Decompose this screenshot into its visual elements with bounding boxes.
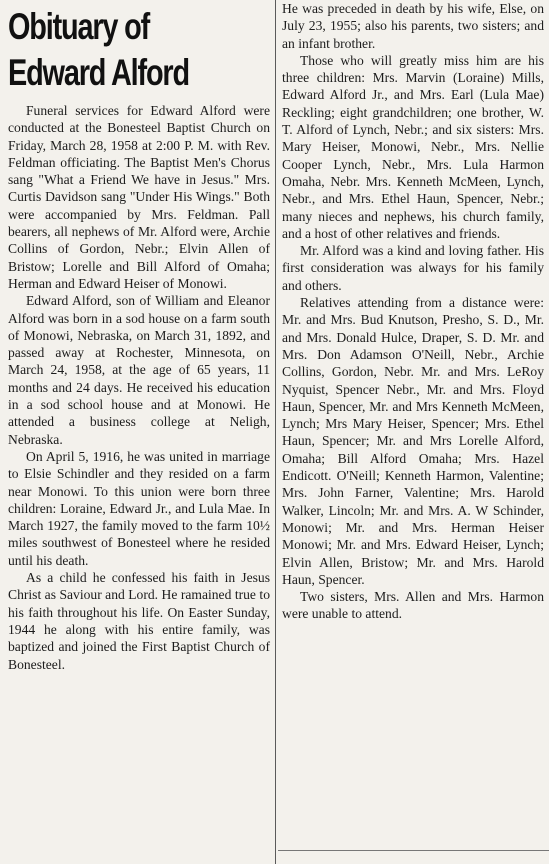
bottom-divider — [278, 850, 549, 851]
paragraph-unable-to-attend: Two sisters, Mrs. Allen and Mrs. Harmon were unable to attend. — [282, 589, 544, 622]
paragraph-faith: As a child he confessed his faith in Jesus Christ as Saviour and Lord. He ramained true to his faith throughout his life. On Easter Sunday, 1944 he along with his entire family, was baptized and joined the First Baptist Church of Bonesteel. — [8, 570, 270, 672]
headline — [8, 4, 265, 96]
paragraph-funeral-services: Funeral services for Edward Alford were conducted at the Bonesteel Baptist Church on Friday, March 28, 1958 at 2:00 P. M. with Rev. Feldman officiating. The Baptist Men's Chorus sang "What a Friend We have in Jesus." Mrs. Curtis Davidson sang "Under His Wings." Both were accompanied by Mrs. Feldman. Pall bearers, all nephews of Mr. Alford were, Archie Collins of Gordon, Nebr.; Elvin Allen of Bristow; Lorelle and Bill Alford of Omaha; Herman and Edward Heiser of Monowi. — [8, 103, 270, 291]
paragraph-preceded-in-death: He was preceded in death by his wife, Else, on July 23, 1955; also his parents, two sisters; and an infant brother. — [282, 1, 544, 51]
column-divider — [275, 0, 276, 864]
paragraph-marriage: On April 5, 1916, he was united in marriage to Elsie Schindler and they resided on a farm near Monowi. To this union were born three children: Loraine, Edward Jr., and Lula Mae. In March 1927, the family moved to the farm 10½ miles southwest of Bonesteel where he resided until his death. — [8, 448, 270, 568]
headline-line-2: Edward Alford — [8, 52, 189, 93]
headline-line-1: Obituary of — [8, 6, 150, 47]
paragraph-survivors: Those who will greatly miss him are his three children: Mrs. Marvin (Loraine) Mills, Edward Alford Jr., and Mrs. Earl (Lula Mae) Reckling; eight grandchildren; one brother, W. T. Alford of Lynch, Nebr.; and six sisters: Mrs. Mary Heiser, Monowi, Nebr., Mrs. Nellie Cooper Lynch, Nebr., Mrs. Lula Harmon Omaha, Nebr. Mrs. Kenneth McMeen, Lynch, Nebr., and Mrs. Ethel Haun, Spencer, Nebr.; many nieces and nephews, his church family, and a host of other relatives and friends. — [282, 52, 544, 241]
right-column — [282, 0, 544, 623]
left-column — [8, 0, 270, 673]
paragraph-character: Mr. Alford was a kind and loving father. His first consideration was always for his family and others. — [282, 243, 544, 293]
paragraph-biography: Edward Alford, son of William and Eleanor Alford was born in a sod house on a farm south of Monowi, Nebraska, on March 31, 1892, and passed away at Rochester, Minnesota, on March 24, 1958, at the age of 65 years, 11 months and 24 days. He received his education in a sod school house and at Monowi. He attended a business college at Neligh, Nebraska. — [8, 293, 270, 447]
paragraph-relatives-attending: Relatives attending from a distance were: Mr. and Mrs. Bud Knutson, Presho, S. D., Mr. and Mrs. Donald Hulce, Draper, S. D. Mr. and Mrs. Don Adamson O'Neill, Nebr., Archie Collins, Gordon, Nebr. Mr. and Mrs. LeRoy Nyquist, Spencer Nebr., Mr. and Mrs. Floyd Haun, Spencer, Mr. and Mrs Kenneth McMeen, Lynch; Mrs Mary Heiser, Spencer; Mrs. Ethel Haun, Spencer; Mr. and Mrs Lorelle Alford, Omaha; Bill Alford Omaha; Mrs. Hazel Endicott. O'Neill; Kenneth Harmon, Valentine; Mrs. John Farner, Valentine; Mrs. Harold Walker, Lincoln; Mr. and Mrs. A. W Schinder, Monowi; Mr. and Mrs. Herman Heiser Monowi; Mr. and Mrs. Edward Heiser, Lynch; Elvin Allen, Bristow; Mr. and Mrs. Harold Haun, Spencer. — [282, 295, 544, 587]
